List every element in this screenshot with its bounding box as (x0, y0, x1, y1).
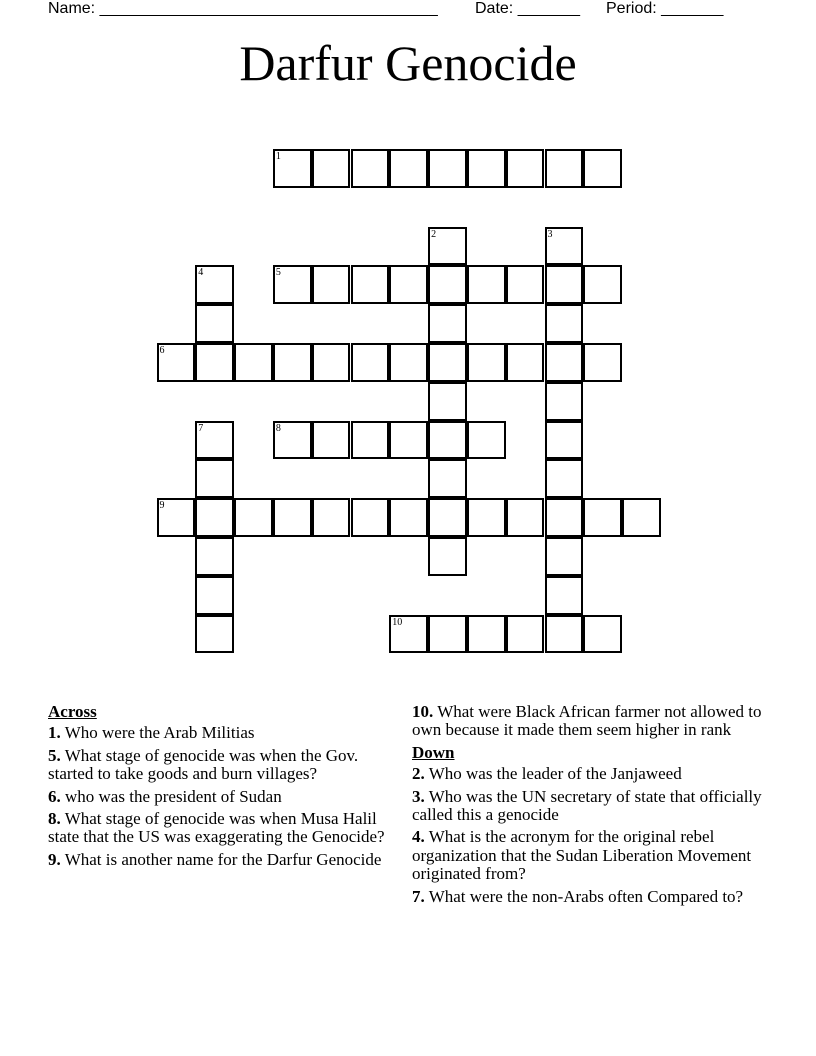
crossword-cell[interactable] (312, 421, 351, 460)
clue-number-6: 6 (159, 345, 165, 356)
crossword-cell[interactable] (428, 537, 467, 576)
clues-right-column (412, 703, 777, 910)
crossword-cell[interactable] (467, 343, 506, 382)
crossword-cell[interactable] (195, 265, 234, 304)
crossword-cell[interactable] (583, 615, 622, 654)
crossword-cell[interactable] (583, 265, 622, 304)
crossword-cell[interactable] (506, 149, 545, 188)
name-field-label: Name: ______________________________________ (48, 0, 438, 17)
crossword-cell[interactable] (545, 149, 584, 188)
crossword-cell[interactable] (389, 615, 428, 654)
crossword-cell[interactable] (389, 498, 428, 537)
crossword-cell[interactable] (428, 421, 467, 460)
across-heading: Across (48, 702, 97, 721)
crossword-cell[interactable] (195, 421, 234, 460)
clue-number-1: 1 (275, 151, 281, 162)
clue-number-2: 2 (431, 228, 437, 240)
crossword-cell[interactable] (467, 265, 506, 304)
crossword-cell[interactable] (583, 149, 622, 188)
date-field-label: Date: _______ (475, 0, 580, 17)
crossword-cell[interactable] (234, 343, 273, 382)
crossword-cell[interactable] (545, 459, 584, 498)
crossword-cell[interactable] (428, 227, 467, 266)
crossword-cell[interactable] (428, 265, 467, 304)
across-clue-1: 1. Who were the Arab Militias (48, 723, 255, 743)
across-clue-8: 8. What stage of genocide was when Musa Halil state that the US was exaggerating the Genocide? (48, 809, 385, 847)
crossword-cell[interactable] (389, 421, 428, 460)
crossword-cell[interactable] (545, 343, 584, 382)
crossword-cell[interactable] (545, 382, 584, 421)
crossword-cell[interactable] (428, 343, 467, 382)
crossword-cell[interactable] (467, 498, 506, 537)
crossword-cell[interactable] (351, 149, 390, 188)
crossword-cell[interactable] (389, 149, 428, 188)
across-clue-6: 6. who was the president of Sudan (48, 786, 282, 806)
crossword-cell[interactable] (545, 498, 584, 537)
crossword-cell[interactable] (195, 576, 234, 615)
crossword-cell[interactable] (273, 149, 312, 188)
crossword-cell[interactable] (545, 615, 584, 654)
clue-number-8: 8 (275, 422, 281, 434)
crossword-cell[interactable] (545, 421, 584, 460)
crossword-cell[interactable] (428, 304, 467, 343)
crossword-cell[interactable] (312, 265, 351, 304)
down-clue-2: 2. Who was the leader of the Janjaweed (412, 764, 682, 784)
crossword-cell[interactable] (545, 576, 584, 615)
down-clue-3: 3. Who was the UN secretary of state that officially called this a genocide (412, 786, 762, 825)
crossword-cell[interactable] (506, 498, 545, 537)
crossword-cell[interactable] (351, 498, 390, 537)
crossword-cell[interactable] (428, 149, 467, 188)
clue-number-10: 10 (392, 616, 403, 628)
crossword-cell[interactable] (506, 343, 545, 382)
down-clue-4: 4. What is the acronym for the original rebel organization that the Sudan Liberation Movement originated from? (412, 827, 752, 884)
crossword-cell[interactable] (351, 265, 390, 304)
crossword-cell[interactable] (467, 421, 506, 460)
crossword-cell[interactable] (195, 459, 234, 498)
clue-number-3: 3 (547, 228, 553, 240)
crossword-cell[interactable] (622, 498, 661, 537)
crossword-cell[interactable] (273, 265, 312, 304)
down-heading: Down (412, 742, 455, 762)
clue-number-5: 5 (275, 267, 281, 279)
crossword-cell[interactable] (389, 265, 428, 304)
crossword-cell[interactable] (428, 459, 467, 498)
crossword-cell[interactable] (157, 498, 196, 537)
across-clue-9: 9. What is another name for the Darfur Genocide (48, 849, 382, 869)
crossword-cell[interactable] (428, 498, 467, 537)
crossword-cell[interactable] (312, 498, 351, 537)
crossword-cell[interactable] (273, 421, 312, 460)
crossword-cell[interactable] (428, 615, 467, 654)
crossword-cell[interactable] (195, 537, 234, 576)
crossword-cell[interactable] (583, 343, 622, 382)
crossword-cell[interactable] (545, 227, 584, 266)
crossword-cell[interactable] (467, 149, 506, 188)
crossword-cell[interactable] (351, 421, 390, 460)
crossword-cell[interactable] (428, 382, 467, 421)
crossword-cell[interactable] (195, 498, 234, 537)
crossword-cell[interactable] (234, 498, 273, 537)
crossword-cell[interactable] (273, 343, 312, 382)
clue-number-4: 4 (198, 267, 204, 279)
clue-number-7: 7 (198, 422, 204, 434)
crossword-cell[interactable] (506, 265, 545, 304)
down-clue-7: 7. What were the non-Arabs often Compared to? (412, 886, 744, 906)
page-title: Darfur Genocide (239, 35, 577, 91)
crossword-cell[interactable] (545, 265, 584, 304)
crossword-cell[interactable] (467, 615, 506, 654)
crossword-cell[interactable] (312, 149, 351, 188)
crossword-cell[interactable] (157, 343, 196, 382)
crossword-cell[interactable] (545, 304, 584, 343)
across-clue-5: 5. What stage of genocide was when the Gov. started to take goods and burn villages? (48, 745, 359, 784)
clue-number-9: 9 (159, 500, 165, 512)
across-clue-10: 10. What were Black African farmer not allowed to own because it made them seem higher in rank (412, 702, 762, 740)
crossword-cell[interactable] (545, 537, 584, 576)
crossword-cell[interactable] (351, 343, 390, 382)
crossword-cell[interactable] (195, 615, 234, 654)
crossword-cell[interactable] (273, 498, 312, 537)
clues-left-column (48, 703, 393, 873)
period-field-label: Period: _______ (606, 0, 724, 17)
crossword-cell[interactable] (195, 304, 234, 343)
crossword-cell[interactable] (389, 343, 428, 382)
crossword-cell[interactable] (583, 498, 622, 537)
crossword-cell[interactable] (506, 615, 545, 654)
crossword-cell[interactable] (312, 343, 351, 382)
crossword-cell[interactable] (195, 343, 234, 382)
